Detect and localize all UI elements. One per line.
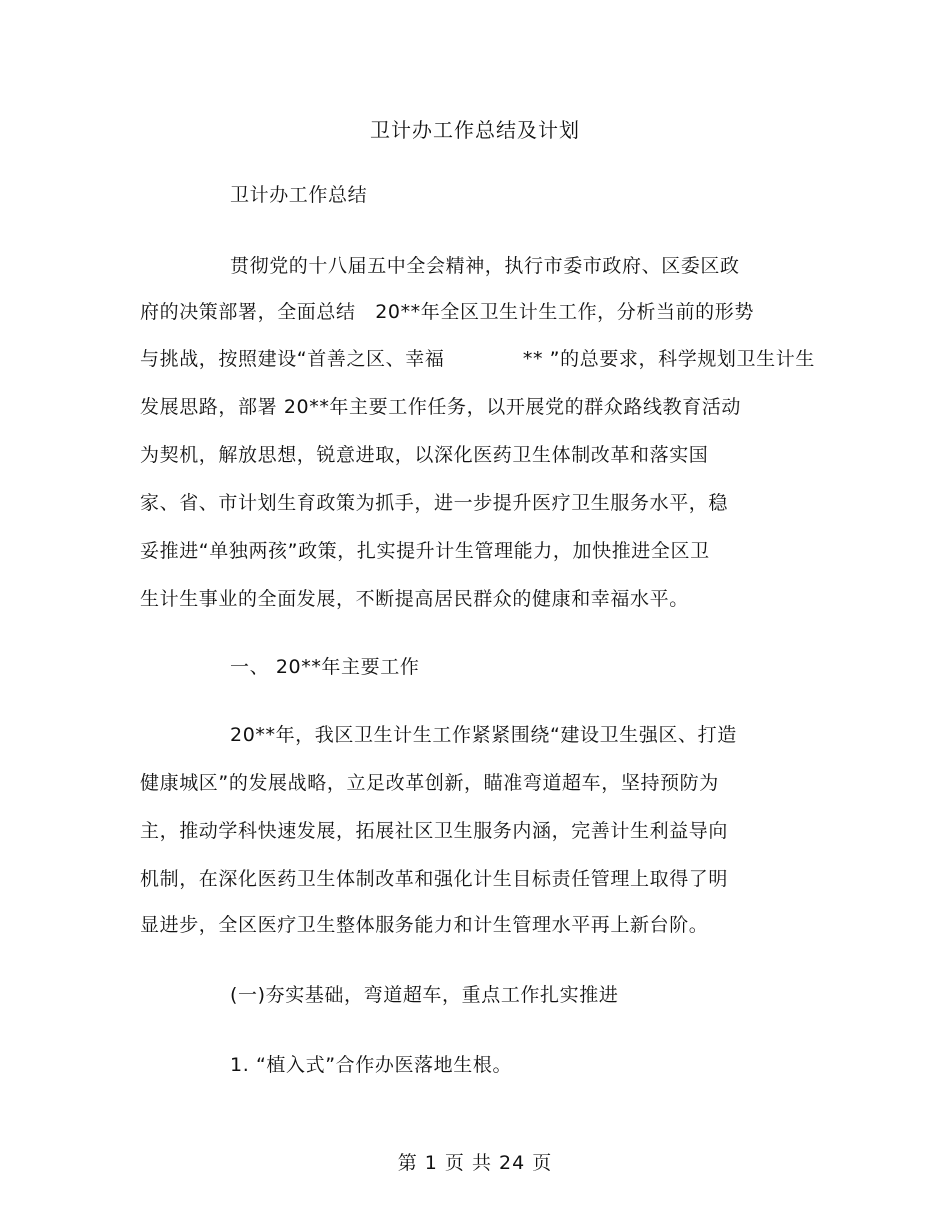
paragraph-line: 发展思路，部署 20**年主要工作任务，以开展党的群众路线教育活动 xyxy=(140,396,742,418)
list-item: 1. “植入式”合作办医落地生根。 xyxy=(230,1054,513,1076)
paragraph-line: 贯彻党的十八届五中全会精神，执行市委市政府、区委区政 xyxy=(230,255,740,277)
paragraph-line: 妥推进“单独两孩”政策，扎实提升计生管理能力，加快推进全区卫 xyxy=(140,540,710,562)
page-footer: 第 1 页 共 24 页 xyxy=(397,1152,553,1174)
paragraph-line: 为契机，解放思想，锐意进取，以深化医药卫生体制改革和落实国 xyxy=(140,444,709,466)
paragraph-line: 府的决策部署，全面总结 20**年全区卫生计生工作，分析当前的形势 xyxy=(140,301,754,323)
subsection-heading: (一)夯实基础，弯道超车，重点工作扎实推进 xyxy=(230,984,619,1006)
paragraph-line: 主，推动学科快速发展，拓展社区卫生服务内涵，完善计生利益导向 xyxy=(140,820,729,842)
paragraph-line: 家、省、市计划生育政策为抓手，进一步提升医疗卫生服务水平，稳 xyxy=(140,492,729,514)
paragraph-line: 机制，在深化医药卫生体制改革和强化计生目标责任管理上取得了明 xyxy=(140,868,729,890)
paragraph-line: 生计生事业的全面发展，不断提高居民群众的健康和幸福水平。 xyxy=(140,588,689,610)
paragraph-line: 20**年，我区卫生计生工作紧紧围绕“建设卫生强区、打造 xyxy=(230,724,737,746)
paragraph-line: 显进步，全区医疗卫生整体服务能力和计生管理水平再上新台阶。 xyxy=(140,914,709,936)
document-title: 卫计办工作总结及计划 xyxy=(370,118,580,142)
paragraph-line: 与挑战，按照建设“首善之区、幸福 ** ”的总要求，科学规划卫生计生 xyxy=(140,348,815,370)
paragraph-line: 健康城区”的发展战略，立足改革创新，瞄准弯道超车，坚持预防为 xyxy=(140,772,719,794)
section-heading: 一、 20**年主要工作 xyxy=(230,656,420,678)
section-subtitle: 卫计办工作总结 xyxy=(230,184,368,206)
